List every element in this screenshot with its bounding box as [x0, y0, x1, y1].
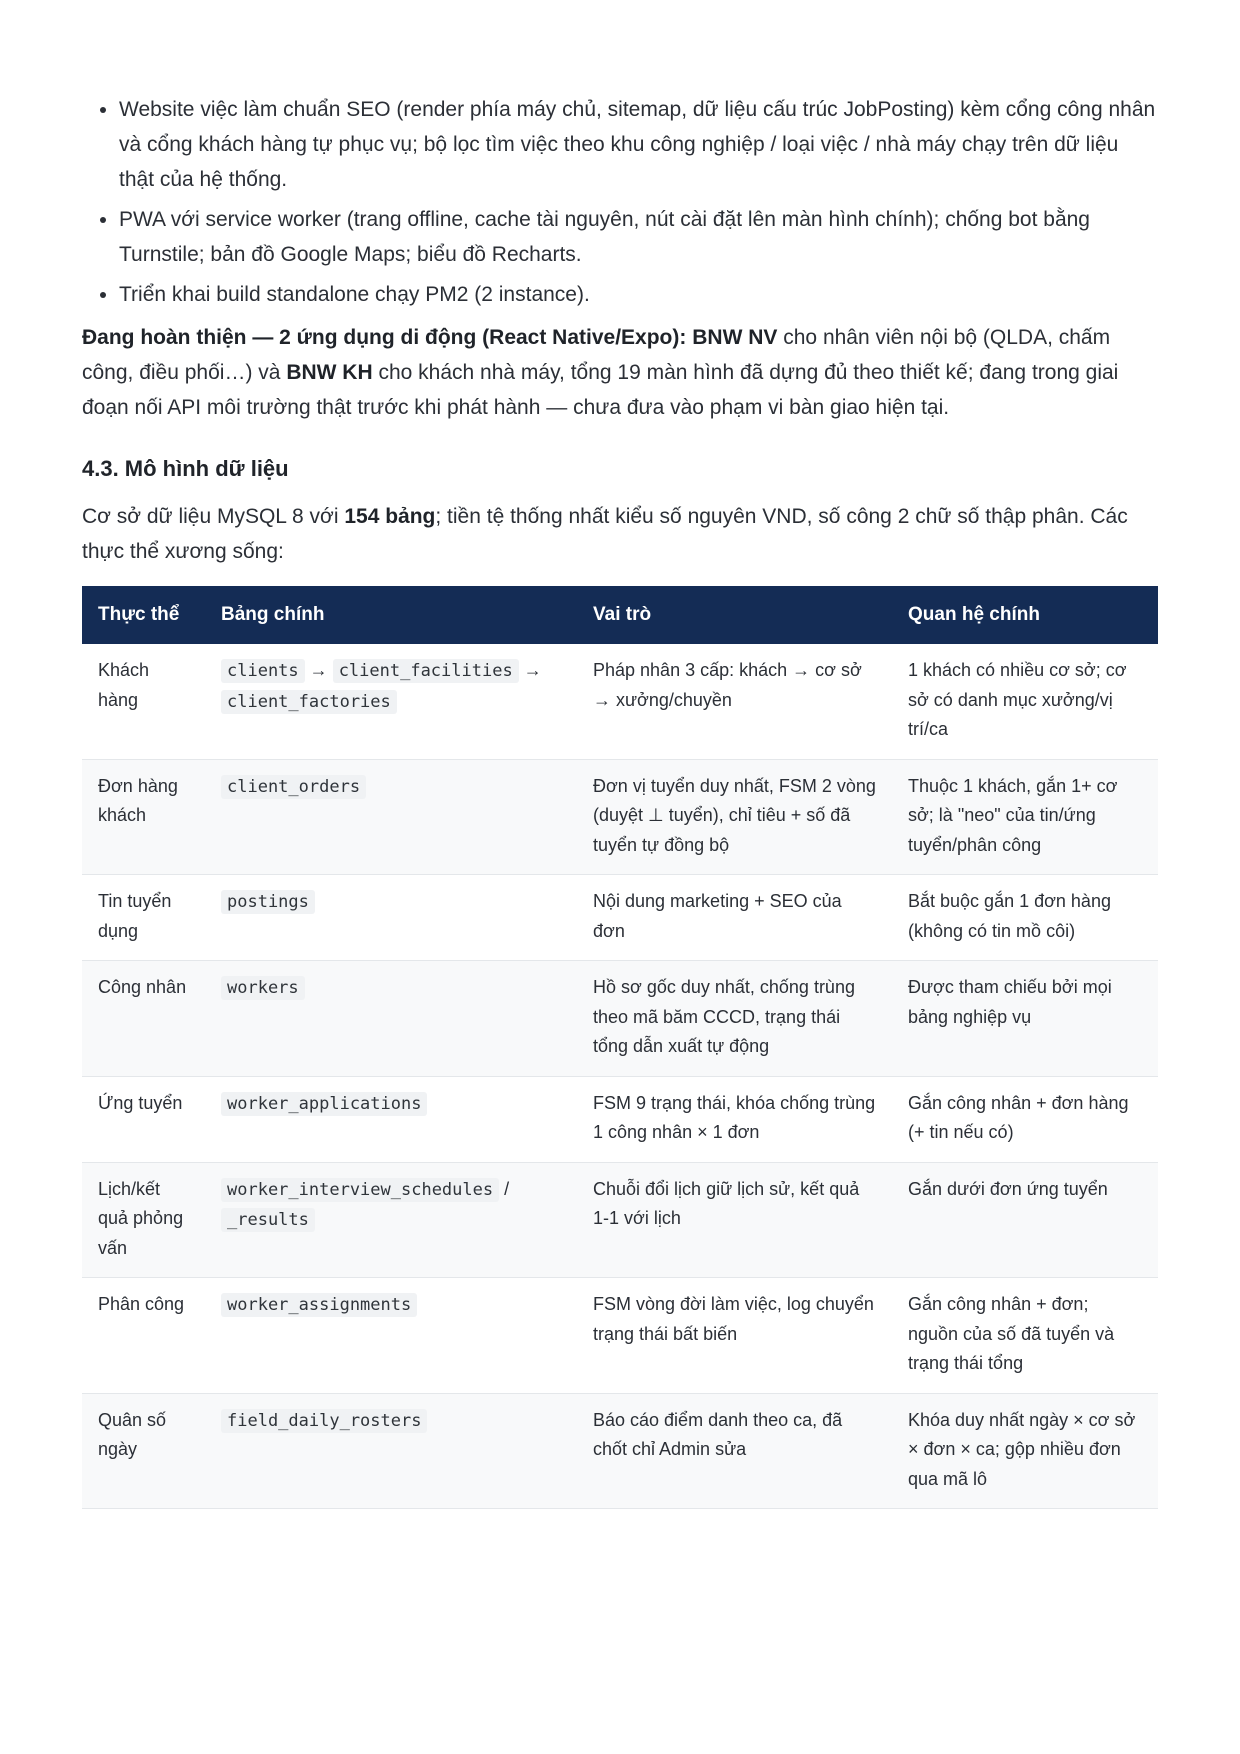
app-name-nv: BNW NV — [692, 326, 778, 349]
list-item: • Triển khai build standalone chạy PM2 (2 instance). — [119, 277, 1158, 312]
status-paragraph — [82, 320, 1158, 425]
cell-entity: Phân công — [82, 1278, 205, 1394]
cell-role: FSM 9 trạng thái, khóa chống trùng 1 công nhân × 1 đơn — [577, 1076, 892, 1162]
intro-paragraph — [82, 499, 1158, 569]
cell-role: FSM vòng đời làm việc, log chuyển trạng thái bất biến — [577, 1278, 892, 1394]
table-name: client_orders — [221, 775, 366, 799]
status-lead: Đang hoàn thiện — 2 ứng dụng di động (React Native/Expo): — [82, 326, 687, 349]
cell-entity: Khách hàng — [82, 644, 205, 759]
header-relations: Quan hệ chính — [892, 586, 1158, 644]
cell-relation: Thuộc 1 khách, gắn 1+ cơ sở; là "neo" của tin/ứng tuyển/phân công — [892, 759, 1158, 875]
cell-relation: Gắn dưới đơn ứng tuyển — [892, 1162, 1158, 1278]
feature-list — [82, 92, 1158, 312]
table-row — [82, 1393, 1158, 1509]
cell-relation: 1 khách có nhiều cơ sở; cơ sở có danh mục xưởng/vị trí/ca — [892, 644, 1158, 759]
cell-role: Đơn vị tuyển duy nhất, FSM 2 vòng (duyệt ⊥ tuyển), chỉ tiêu + số đã tuyển tự đồng bộ — [577, 759, 892, 875]
table-name: worker_applications — [221, 1092, 427, 1116]
cell-entity: Công nhân — [82, 961, 205, 1077]
cell-tables — [205, 1076, 577, 1162]
cell-relation: Gắn công nhân + đơn hàng (+ tin nếu có) — [892, 1076, 1158, 1162]
cell-tables — [205, 1162, 577, 1278]
table-row — [82, 1278, 1158, 1394]
table-name: clients — [221, 659, 305, 683]
cell-role: Hồ sơ gốc duy nhất, chống trùng theo mã băm CCCD, trạng thái tổng dẫn xuất tự động — [577, 961, 892, 1077]
app-name-kh: BNW KH — [286, 361, 373, 384]
cell-relation: Bắt buộc gắn 1 đơn hàng (không có tin mồ côi) — [892, 875, 1158, 961]
cell-tables — [205, 1278, 577, 1394]
cell-tables — [205, 759, 577, 875]
list-item: • PWA với service worker (trang offline, cache tài nguyên, nút cài đặt lên màn hình chính); chống bot bằng Turnstile; bản đồ Google Maps; biểu đồ Recharts. — [119, 202, 1158, 272]
list-item: • Website việc làm chuẩn SEO (render phía máy chủ, sitemap, dữ liệu cấu trúc JobPosting) kèm cổng công nhân và cổng khách hàng tự phục vụ; bộ lọc tìm việc theo khu công nghiệp / loại việc / nhà máy chạy trên dữ liệu thật của hệ thống. — [119, 92, 1158, 197]
table-row — [82, 759, 1158, 875]
cell-role: Nội dung marketing + SEO của đơn — [577, 875, 892, 961]
header-main-tables: Bảng chính — [205, 586, 577, 644]
table-row — [82, 875, 1158, 961]
cell-role: Pháp nhân 3 cấp: khách → cơ sở → xưởng/chuyền — [577, 644, 892, 759]
table-row — [82, 644, 1158, 759]
slash-separator: / — [504, 1178, 510, 1199]
cell-relation: Khóa duy nhất ngày × cơ sở × đơn × ca; gộp nhiều đơn qua mã lô — [892, 1393, 1158, 1509]
table-name: workers — [221, 976, 305, 1000]
intro-bold: 154 bảng — [344, 505, 436, 528]
table-row — [82, 1162, 1158, 1278]
intro-before: Cơ sở dữ liệu MySQL 8 với — [82, 505, 339, 528]
table-name: worker_interview_schedules — [221, 1178, 499, 1202]
table-name: worker_assignments — [221, 1293, 417, 1317]
cell-tables — [205, 961, 577, 1077]
cell-entity: Quân số ngày — [82, 1393, 205, 1509]
intro-after: ; tiền tệ thống nhất kiểu số nguyên VND, số công 2 chữ số thập phân. Các thực thể xương sống: — [82, 505, 1128, 563]
arrow-icon: → — [309, 660, 328, 680]
cell-entity: Lịch/kết quả phỏng vấn — [82, 1162, 205, 1278]
header-role: Vai trò — [577, 586, 892, 644]
cell-role: Báo cáo điểm danh theo ca, đã chốt chỉ Admin sửa — [577, 1393, 892, 1509]
table-name: client_factories — [221, 690, 397, 714]
status-text-1: cho nhân viên nội bộ (QLDA, chấm công, điều phối…) và — [82, 326, 1111, 384]
header-entity: Thực thể — [82, 586, 205, 644]
table-name: field_daily_rosters — [221, 1409, 427, 1433]
cell-role: Chuỗi đổi lịch giữ lịch sử, kết quả 1-1 với lịch — [577, 1162, 892, 1278]
table-header-row — [82, 586, 1158, 644]
cell-relation: Gắn công nhân + đơn; nguồn của số đã tuyển và trạng thái tổng — [892, 1278, 1158, 1394]
cell-tables — [205, 875, 577, 961]
cell-tables — [205, 644, 577, 759]
section-heading: 4.3. Mô hình dữ liệu — [82, 456, 289, 481]
status-text-2: cho khách nhà máy, tổng 19 màn hình đã dựng đủ theo thiết kế; đang trong giai đoạn nối API môi trường thật trước khi phát hành — chưa đưa vào phạm vi bàn giao hiện tại. — [82, 361, 1119, 419]
cell-tables — [205, 1393, 577, 1509]
table-name: postings — [221, 890, 315, 914]
cell-entity: Ứng tuyển — [82, 1076, 205, 1162]
document-page — [82, 92, 1158, 1509]
table-row — [82, 1076, 1158, 1162]
cell-relation: Được tham chiếu bởi mọi bảng nghiệp vụ — [892, 961, 1158, 1077]
cell-entity: Tin tuyển dụng — [82, 875, 205, 961]
table-name: _results — [221, 1208, 315, 1232]
table-name: client_facilities — [333, 659, 519, 683]
cell-entity: Đơn hàng khách — [82, 759, 205, 875]
table-row — [82, 961, 1158, 1077]
arrow-icon: → — [523, 660, 542, 680]
data-model-table — [82, 586, 1158, 1509]
